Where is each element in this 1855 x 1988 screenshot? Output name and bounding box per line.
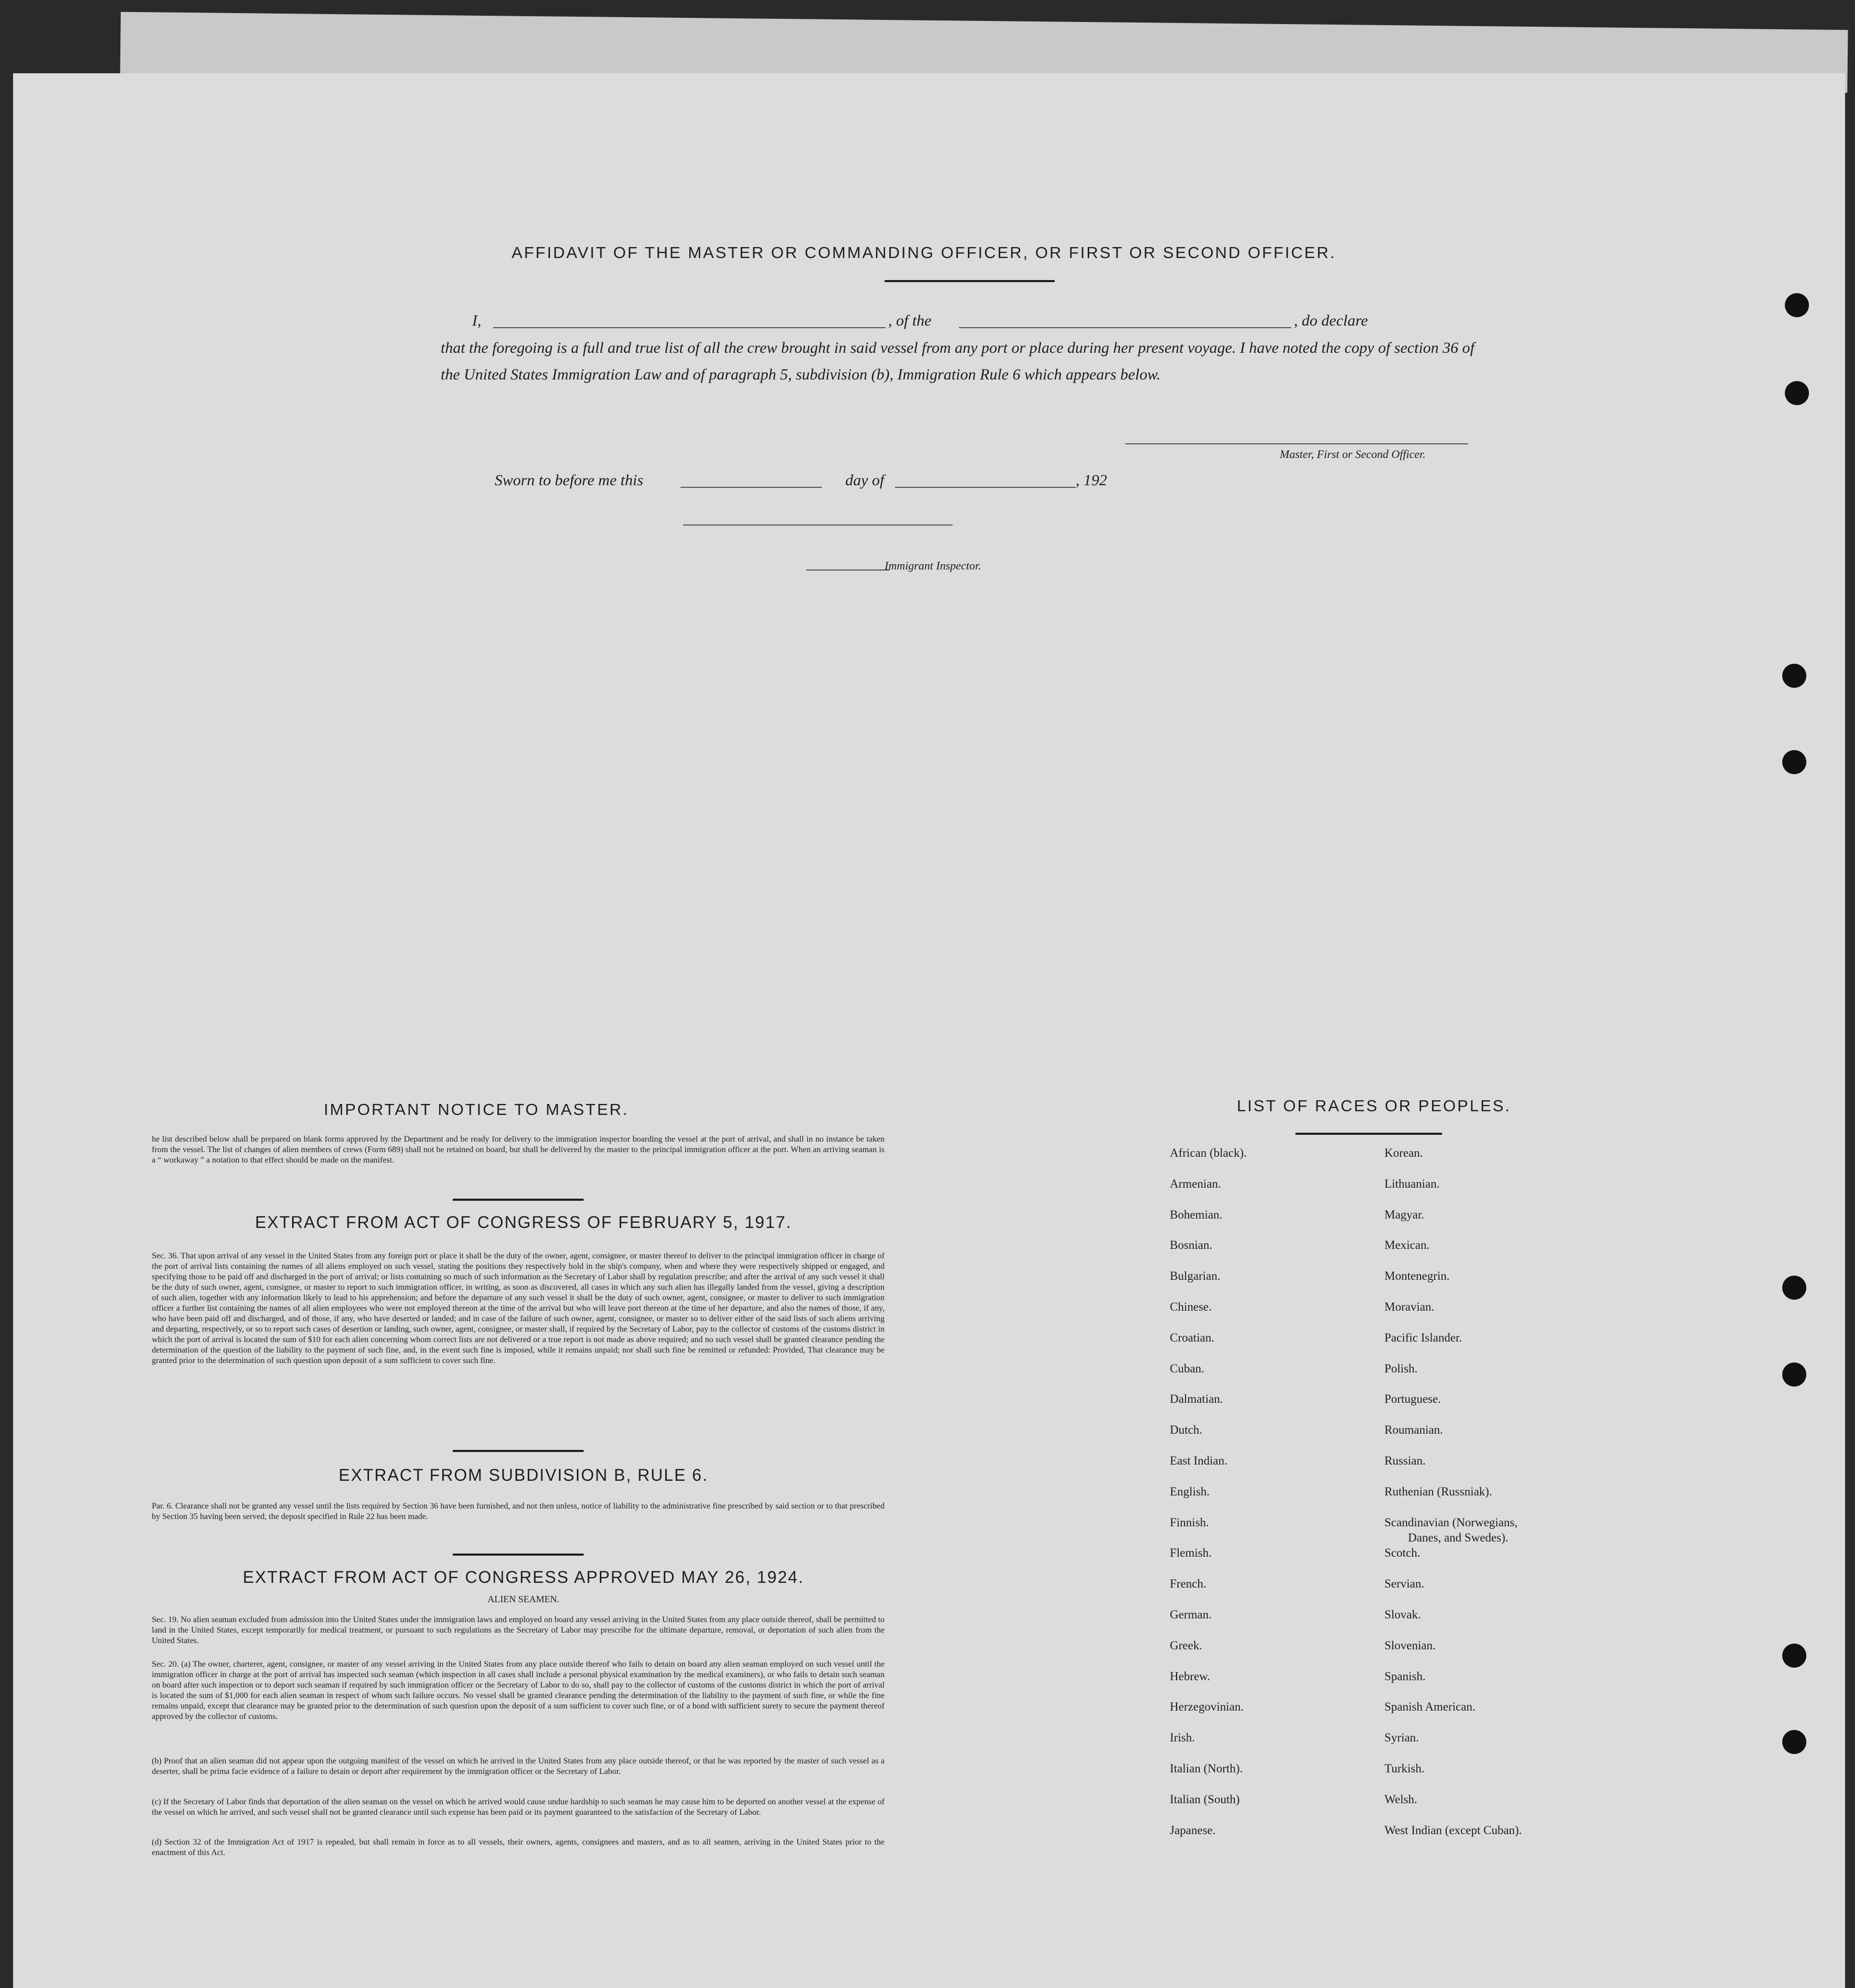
race-item: Turkish.: [1384, 1762, 1425, 1775]
race-item: Flemish.: [1170, 1546, 1212, 1560]
race-item: Welsh.: [1384, 1792, 1417, 1806]
race-item: Italian (South): [1170, 1792, 1240, 1806]
inspector-signature-line: [683, 524, 953, 526]
affidavit-title: AFFIDAVIT OF THE MASTER OR COMMANDING OFFICER, OR FIRST OR SECOND OFFICER.: [511, 243, 1336, 262]
race-item: Japanese.: [1170, 1823, 1216, 1837]
race-item: Mexican.: [1384, 1238, 1430, 1252]
race-item: Finnish.: [1170, 1515, 1209, 1529]
divider: [453, 1554, 584, 1556]
extract-1924-sec20a: Sec. 20. (a) The owner, charterer, agent, consignee, or master of any vessel arriving in the United States from any place outside thereof who fails to detain on board any alien seaman employed on such vessel until the immigration officer in charge at the port of arrival has inspected such seaman (which inspection in all cases shall include a personal physical examination by the medical examiners), or who fails to detain such seaman on board after such inspection or to deport such seaman if required by such immigration officer or the Secretary of Labor to do so, shall pay to the collector of customs of the customs district in which the port of arrival is located the sum of $1,000 for each alien seaman in respect of whom such failure occurs. No vessel shall be granted clearance pending the determination of the liability to the payment of such fine, or while the fine remains unpaid, except that clearance may be granted prior to the determination of such question upon the deposit of a sum sufficient to cover such fine, or of a bond with sufficient surety to secure the payment thereof approved by the collector of customs.: [152, 1660, 885, 1721]
race-item: Slovenian.: [1384, 1638, 1436, 1652]
race-item: Magyar.: [1384, 1208, 1425, 1221]
race-item: West Indian (except Cuban).: [1384, 1823, 1522, 1837]
races-title: LIST OF RACES OR PEOPLES.: [1236, 1097, 1512, 1115]
race-item: Spanish American.: [1384, 1700, 1476, 1714]
vessel-blank-line: [959, 327, 1291, 328]
divider: [453, 1199, 584, 1201]
binder-hole: [1782, 1730, 1806, 1754]
binder-hole: [1785, 293, 1809, 317]
race-item: English.: [1170, 1484, 1210, 1498]
race-item: Herzegovinian.: [1170, 1700, 1244, 1714]
race-item: Pacific Islander.: [1384, 1331, 1462, 1344]
signature-line: [1125, 443, 1468, 444]
race-item: Hebrew.: [1170, 1669, 1211, 1683]
binder-hole: [1782, 1276, 1806, 1300]
affidavit-do-declare: , do declare: [1294, 312, 1368, 329]
race-item: Korean.: [1384, 1146, 1423, 1159]
divider: [453, 1450, 584, 1452]
affidavit-paragraph: that the foregoing is a full and true list of all the crew brought in said vessel from any port or place during her present voyage. I have noted the copy of section 36 of the United States Immigration Law and of paragraph 5, subdivision (b), Immigration Rule 6 which appears below.: [441, 339, 1474, 383]
affidavit-of-the: , of the: [888, 312, 932, 329]
race-item: German.: [1170, 1608, 1212, 1621]
sworn-text: Sworn to before me this: [495, 472, 643, 489]
extract-1924-sec20b: (b) Proof that an alien seaman did not appear upon the outgoing manifest of the vessel on which he arrived in the United States from any place outside thereof, or that he was reported by the master of such vessel as a deserter, shall be prima facie evidence of a failure to detain or deport after requirement by the immigration officer or the Secretary of Labor.: [152, 1757, 885, 1776]
race-item: Russian.: [1384, 1454, 1426, 1467]
extract-rule6-text: Par. 6. Clearance shall not be granted any vessel until the lists required by Section 36 have been furnished, and not then unless, notice of liability to the administrative fine prescribed by said section or to that prescribed by Section 35 having been served, the deposit specified in Rule 22 has been made.: [152, 1502, 885, 1521]
extract-1924-subtitle: ALIEN SEAMEN.: [487, 1594, 560, 1604]
race-item: Chinese.: [1170, 1300, 1212, 1313]
race-item: Bohemian.: [1170, 1208, 1223, 1221]
race-item: Slovak.: [1384, 1608, 1421, 1621]
document-page: [13, 73, 1845, 1988]
extract-1917-text: Sec. 36. That upon arrival of any vessel in the United States from any foreign port or place it shall be the duty of the owner, agent, consignee, or master thereof to deliver to the principal immigration officer in charge of the port of arrival lists containing the names of all aliens employed on such vessel, stating the positions they respectively hold in the ship's company, when and where they were respectively shipped or engaged, and specifying those to be paid off and discharged in the port of arrival; or lists containing so much of such information as the Secretary of Labor shall by regulation prescribe; and after the arrival of any such vessel it shall be the duty of such owner, agent, consignee, or master to report to such immigration officer, in writing, as soon as discovered, all cases in which any such alien has illegally landed from the vessel, giving a description of such alien, together with any information likely to lead to his apprehension; and before the departure of any such vessel it shall be the duty of such owner, agent, consignee, or master to deliver to such immigration officer a further list containing the names of all alien employees who were not employed thereon at the time of the arrival but who will leave port thereon at the time of her departure, and also the names of those, if any, who have been paid off and discharged, and of those, if any, who have deserted or landed; and in case of the failure of such owner, agent, consignee, or master so to deliver either of the said lists of such aliens arriving and departing, respectively, or so to report such cases of desertion or landing, such owner, agent, consignee, or master shall, if required by the Secretary of Labor, pay to the collector of customs of the customs district in which the port of arrival is located the sum of $10 for each alien concerning whom correct lists are not delivered or a true report is not made as above required; and no such vessel shall be granted clearance pending the determination of the question of the liability to the payment of such fine, and, in the event such fine is imposed, while it remains unpaid; nor shall such fine be remitted or refunded: Provided, That clearance may be granted prior to the determination of such question upon deposit of a sum sufficient to cover such fine.: [152, 1252, 885, 1365]
sworn-line: [495, 467, 1123, 494]
race-item: Bulgarian.: [1170, 1269, 1221, 1283]
race-item: Greek.: [1170, 1638, 1202, 1652]
year-text: , 192: [1076, 472, 1107, 489]
name-blank-line: [493, 327, 886, 328]
race-item: Polish.: [1384, 1361, 1418, 1375]
extract-1924-sec19: Sec. 19. No alien seaman excluded from admission into the United States under the immigration laws and employed on board any vessel arriving in the United States from any place outside thereof, shall be permitted to land in the United States, except temporarily for medical treatment, or pursuant to such regulations as the Secretary of Labor may prescribe for the ultimate departure, removal, or deportation of such alien from the United States.: [152, 1615, 885, 1645]
extract-rule6-title: EXTRACT FROM SUBDIVISION B, RULE 6.: [339, 1466, 708, 1484]
race-item: Scandinavian (Norwegians,: [1384, 1515, 1518, 1529]
race-item: Dutch.: [1170, 1423, 1202, 1437]
binder-hole: [1782, 664, 1806, 688]
affidavit-first-line: [441, 307, 1474, 334]
race-item: East Indian.: [1170, 1454, 1227, 1467]
extract-1924-sec20d: (d) Section 32 of the Immigration Act of 1917 is repealed, but shall remain in force as to all vessels, their owners, agents, consignees and masters, and as to all seamen, arriving in the United States prior to the enactment of this Act.: [152, 1838, 885, 1857]
race-item: Ruthenian (Russniak).: [1384, 1484, 1492, 1498]
inspector-label: Immigrant Inspector.: [885, 559, 981, 572]
extract-1917-title: EXTRACT FROM ACT OF CONGRESS OF FEBRUARY 5, 1917.: [255, 1213, 792, 1232]
extract-1924-sec20c: (c) If the Secretary of Labor finds that deportation of the alien seaman on the vessel on which he arrived would cause undue hardship to such seaman he may cause him to be deported on another vessel at the expense of the vessel on which he arrived, and such vessel shall not be granted clearance until such expense has been paid or its payment guaranteed to the satisfaction of the Secretary of Labor.: [152, 1797, 885, 1817]
inspector-short-line: [806, 569, 890, 571]
extract-1924-title: EXTRACT FROM ACT OF CONGRESS APPROVED MAY 26, 1924.: [242, 1568, 804, 1587]
signature-label: Master, First or Second Officer.: [1280, 448, 1426, 461]
race-item: Bosnian.: [1170, 1238, 1213, 1252]
race-item: Lithuanian.: [1384, 1177, 1440, 1190]
notice-title: IMPORTANT NOTICE TO MASTER.: [323, 1100, 629, 1119]
race-item: Italian (North).: [1170, 1762, 1243, 1775]
race-item: Dalmatian.: [1170, 1392, 1223, 1406]
race-item: Cuban.: [1170, 1361, 1204, 1375]
binder-hole: [1782, 1362, 1806, 1387]
race-item: Irish.: [1170, 1731, 1195, 1745]
race-item: Armenian.: [1170, 1177, 1221, 1190]
races-left-column: [1170, 1146, 1379, 1931]
race-item: Syrian.: [1384, 1731, 1419, 1745]
divider: [1295, 1133, 1442, 1135]
race-item: Montenegrin.: [1384, 1269, 1450, 1283]
notice-text: he list described below shall be prepared on blank forms approved by the Department and be ready for delivery to the immigration inspector boarding the vessel at the port of arrival, and shall in no instance be taken from the vessel. The list of changes of alien members of crews (Form 689) shall not be retained on board, but shall be delivered by the master to the principal immigration officer at the port. When an arriving seaman is a “ workaway ” a notation to that effect should be made on the manifest.: [152, 1135, 885, 1165]
race-item: Moravian.: [1384, 1300, 1435, 1313]
binder-hole: [1785, 381, 1809, 405]
affidavit-i: I,: [472, 312, 482, 329]
race-item: African (black).: [1170, 1146, 1247, 1159]
race-item: Spanish.: [1384, 1669, 1426, 1683]
race-item: Servian.: [1384, 1577, 1425, 1591]
day-of: day of: [845, 472, 885, 489]
race-item: Roumanian.: [1384, 1423, 1443, 1437]
binder-hole: [1782, 750, 1806, 774]
race-item: Scotch.: [1384, 1546, 1421, 1560]
race-item: Croatian.: [1170, 1331, 1214, 1344]
day-blank-line: [680, 487, 822, 488]
divider: [885, 280, 1055, 282]
race-item-continuation: Danes, and Swedes).: [1408, 1531, 1508, 1544]
race-item: Portuguese.: [1384, 1392, 1441, 1406]
binder-hole: [1782, 1644, 1806, 1668]
race-item: French.: [1170, 1577, 1206, 1591]
month-blank-line: [895, 487, 1076, 488]
